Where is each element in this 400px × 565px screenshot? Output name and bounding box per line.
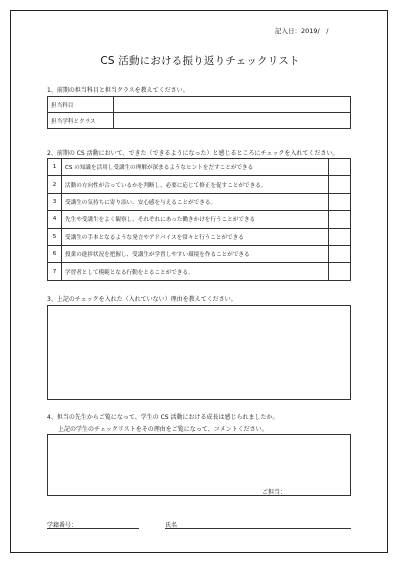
check-cell[interactable]	[329, 159, 351, 176]
student-id-line[interactable]	[47, 528, 139, 529]
section3-heading: 3、上記のチェックを入れた（入れていない）理由を教えてください。	[47, 296, 237, 303]
teacher-comment-textarea[interactable]	[47, 434, 351, 496]
item-text: 受講生の気持ちに寄り添い、安心感を与えることができる。	[62, 193, 329, 210]
checklist-table	[47, 158, 351, 281]
table-row	[48, 97, 351, 113]
check-cell[interactable]	[329, 228, 351, 245]
item-number: 5	[48, 228, 62, 245]
subject-input[interactable]	[114, 97, 351, 113]
check-cell[interactable]	[329, 193, 351, 210]
item-number: 2	[48, 176, 62, 193]
section4-subheading: 上記の学生のチェックリストをその理由をご覧になって、コメントください。	[58, 426, 268, 433]
reason-textarea[interactable]	[47, 305, 351, 400]
name-label: 氏名	[165, 522, 178, 529]
class-input[interactable]	[114, 113, 351, 129]
date-field: 記入日：2019/ /	[275, 27, 329, 35]
subject-table	[47, 96, 351, 129]
item-number: 7	[48, 263, 62, 280]
check-cell[interactable]	[329, 176, 351, 193]
table-row	[48, 113, 351, 129]
checklist-row	[48, 245, 351, 262]
checklist-row	[48, 193, 351, 210]
section2-heading: 2、前期の CS 活動において、できた（できるようになった）と感じるところにチェックを入れてください。	[47, 150, 339, 157]
checklist-row	[48, 159, 351, 176]
checklist-row	[48, 176, 351, 193]
student-id-label: 学籍番号：	[47, 522, 78, 529]
item-text: 学習者として模範となる行動をとることができる。	[62, 263, 329, 280]
class-label: 担当学科とクラス	[48, 113, 114, 129]
checklist-row	[48, 211, 351, 228]
signer-label: ご担当：	[262, 489, 287, 496]
item-text: 授業の進捗状況を把握し、受講生が学習しやすい環境を作ることができる	[62, 245, 329, 262]
checklist-row	[48, 263, 351, 280]
checklist-row	[48, 228, 351, 245]
name-line[interactable]	[165, 528, 351, 529]
item-number: 1	[48, 159, 62, 176]
item-number: 4	[48, 211, 62, 228]
check-cell[interactable]	[329, 245, 351, 262]
item-number: 6	[48, 245, 62, 262]
item-text: CS の知識を活用し受講生の理解が深まるようなヒントをだすことができる	[62, 159, 329, 176]
check-cell[interactable]	[329, 211, 351, 228]
subject-label: 担当科目	[48, 97, 114, 113]
item-number: 3	[48, 193, 62, 210]
section4-heading: 4、担当の先生からご覧になって、学生の CS 活動における成長は感じられましたか。	[47, 414, 279, 421]
section1-heading: 1、前期の担当科目と担当クラスを教えてください。	[47, 87, 189, 94]
item-text: 先生や受講生をよく観察し、それぞれにあった働きかけを行うことができる	[62, 211, 329, 228]
item-text: 活動の方向性が合っているかを判断し、必要に応じて修正を促すことができる。	[62, 176, 329, 193]
check-cell[interactable]	[329, 263, 351, 280]
item-text: 受講生の手本となるような発言やアドバイスを常々と行うことができる	[62, 228, 329, 245]
page-title: CS 活動における振り返りチェックリスト	[100, 55, 300, 67]
